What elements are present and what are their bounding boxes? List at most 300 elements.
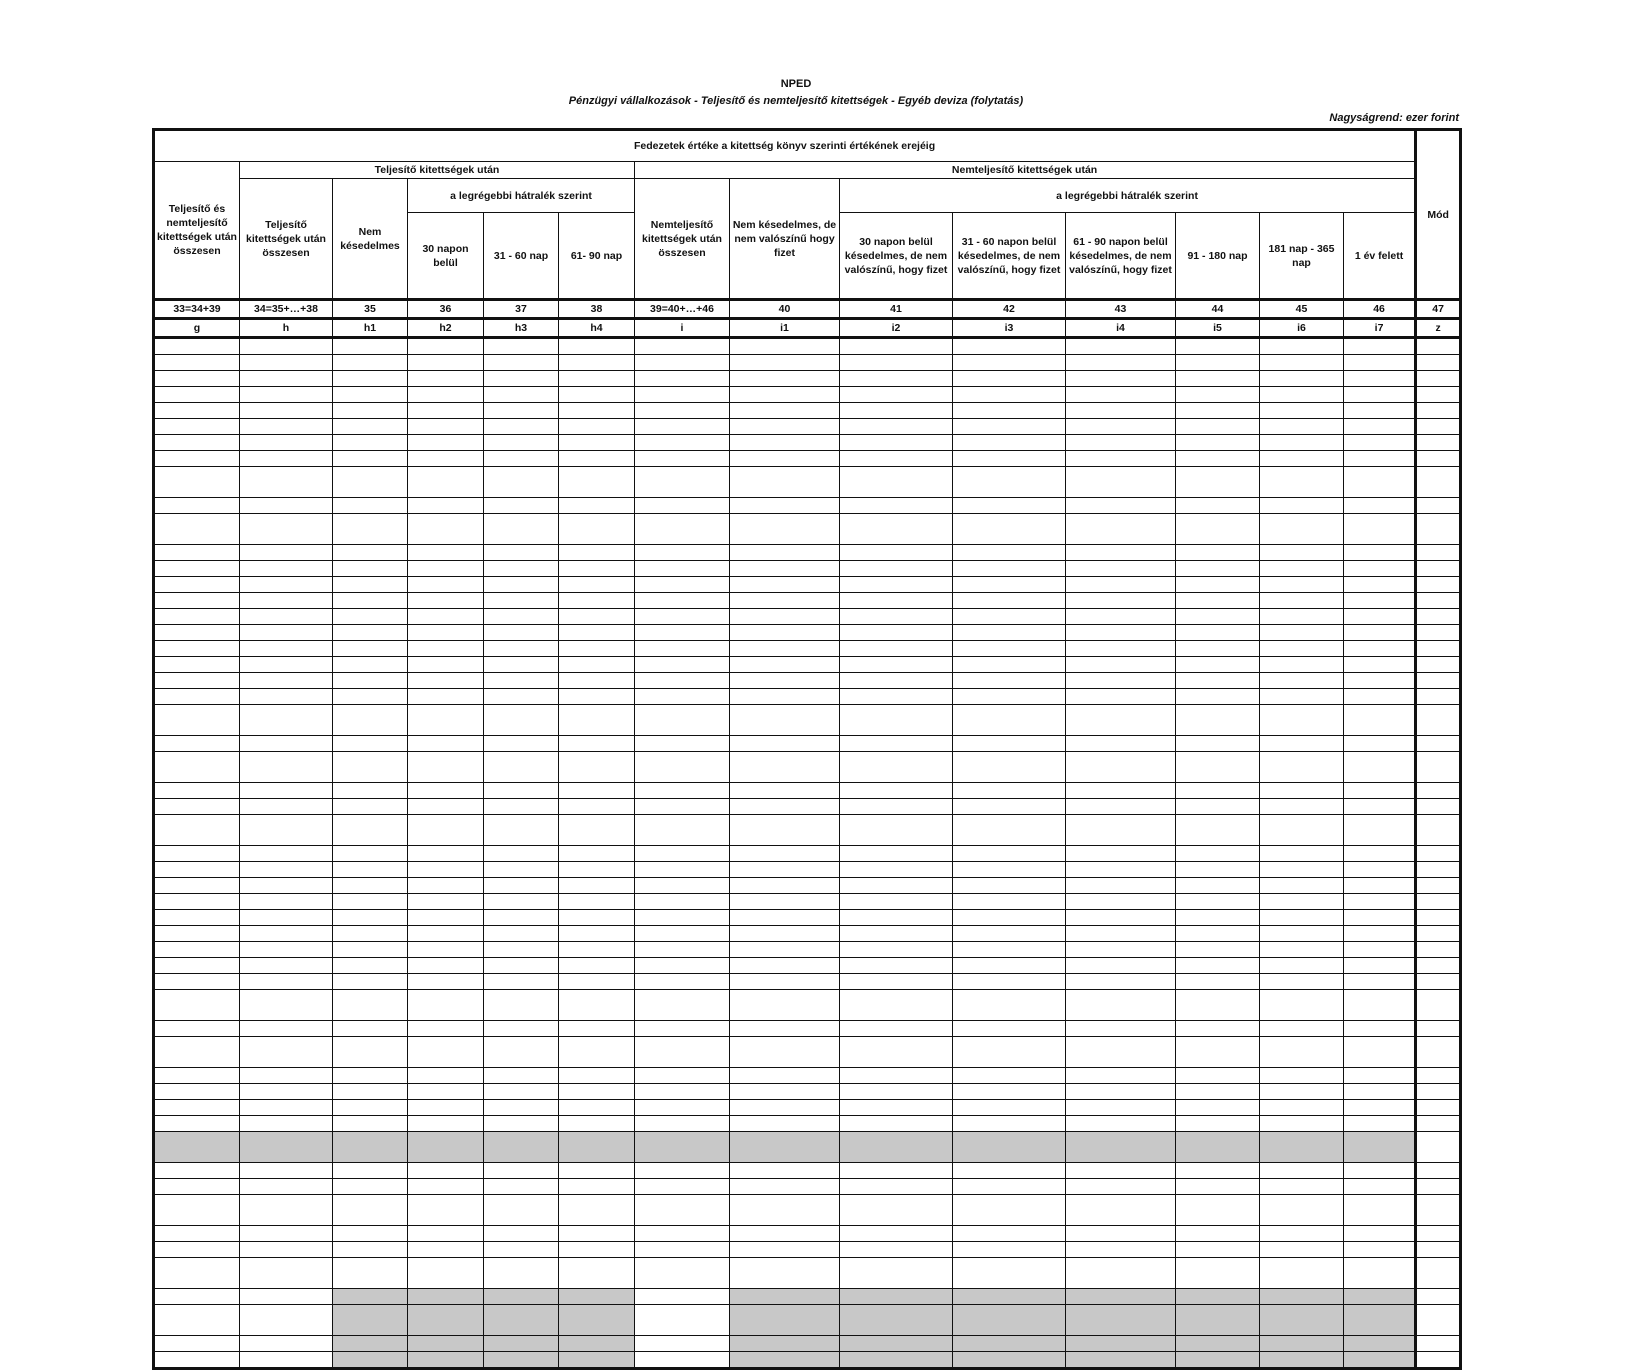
table-cell[interactable] (484, 338, 559, 355)
table-cell[interactable] (635, 926, 730, 942)
table-cell[interactable] (333, 1195, 408, 1226)
table-cell[interactable] (408, 1100, 484, 1116)
table-cell[interactable] (1344, 625, 1416, 641)
table-cell[interactable] (635, 451, 730, 467)
table-cell[interactable] (1066, 783, 1176, 799)
table-cell[interactable] (408, 1336, 484, 1352)
table-cell[interactable] (559, 1068, 635, 1084)
table-cell[interactable] (1344, 673, 1416, 689)
table-cell[interactable] (240, 689, 333, 705)
table-cell[interactable] (559, 926, 635, 942)
table-cell[interactable] (1344, 1163, 1416, 1179)
table-cell[interactable] (154, 1242, 240, 1258)
table-cell[interactable] (408, 435, 484, 451)
table-cell[interactable] (154, 1289, 240, 1305)
table-cell[interactable] (953, 1163, 1066, 1179)
table-cell[interactable] (1066, 1084, 1176, 1100)
table-cell[interactable] (635, 1163, 730, 1179)
table-cell[interactable] (333, 894, 408, 910)
table-cell[interactable] (559, 799, 635, 815)
table-cell[interactable] (1066, 1037, 1176, 1068)
table-cell[interactable] (484, 878, 559, 894)
table-cell[interactable] (559, 1305, 635, 1336)
table-cell[interactable] (559, 1084, 635, 1100)
table-cell[interactable] (154, 878, 240, 894)
table-cell[interactable] (840, 1163, 953, 1179)
table-cell[interactable] (154, 846, 240, 862)
table-cell[interactable] (484, 910, 559, 926)
table-cell[interactable] (1176, 1242, 1260, 1258)
table-cell[interactable] (1176, 1021, 1260, 1037)
table-cell[interactable] (1176, 1336, 1260, 1352)
table-cell[interactable] (240, 371, 333, 387)
table-cell[interactable] (154, 1084, 240, 1100)
table-cell[interactable] (240, 1021, 333, 1037)
table-cell[interactable] (1416, 1116, 1461, 1132)
table-cell[interactable] (730, 815, 840, 846)
table-cell[interactable] (240, 1100, 333, 1116)
table-cell[interactable] (635, 1100, 730, 1116)
table-cell[interactable] (635, 593, 730, 609)
table-cell[interactable] (1066, 990, 1176, 1021)
table-cell[interactable] (1260, 435, 1344, 451)
table-cell[interactable] (730, 878, 840, 894)
table-cell[interactable] (1416, 689, 1461, 705)
table-cell[interactable] (1344, 1084, 1416, 1100)
table-cell[interactable] (953, 435, 1066, 451)
table-cell[interactable] (1066, 641, 1176, 657)
table-cell[interactable] (1416, 846, 1461, 862)
table-cell[interactable] (154, 419, 240, 435)
table-cell[interactable] (1416, 1068, 1461, 1084)
table-cell[interactable] (635, 815, 730, 846)
table-cell[interactable] (1066, 1195, 1176, 1226)
table-cell[interactable] (1176, 1084, 1260, 1100)
table-cell[interactable] (1260, 1100, 1344, 1116)
table-cell[interactable] (1260, 910, 1344, 926)
table-cell[interactable] (559, 514, 635, 545)
table-cell[interactable] (240, 1116, 333, 1132)
table-cell[interactable] (408, 403, 484, 419)
table-cell[interactable] (1066, 1100, 1176, 1116)
table-cell[interactable] (1260, 846, 1344, 862)
table-cell[interactable] (484, 1242, 559, 1258)
table-cell[interactable] (240, 1195, 333, 1226)
table-cell[interactable] (1344, 799, 1416, 815)
table-cell[interactable] (1176, 371, 1260, 387)
table-cell[interactable] (635, 990, 730, 1021)
table-cell[interactable] (1176, 1163, 1260, 1179)
table-cell[interactable] (1176, 689, 1260, 705)
table-cell[interactable] (635, 498, 730, 514)
table-cell[interactable] (484, 1021, 559, 1037)
table-cell[interactable] (840, 1242, 953, 1258)
table-cell[interactable] (240, 878, 333, 894)
table-cell[interactable] (1260, 545, 1344, 561)
table-cell[interactable] (333, 641, 408, 657)
table-cell[interactable] (953, 545, 1066, 561)
table-cell[interactable] (635, 752, 730, 783)
table-cell[interactable] (559, 705, 635, 736)
table-cell[interactable] (559, 625, 635, 641)
table-cell[interactable] (1344, 752, 1416, 783)
table-cell[interactable] (1066, 862, 1176, 878)
table-cell[interactable] (953, 1242, 1066, 1258)
table-cell[interactable] (240, 673, 333, 689)
table-cell[interactable] (1066, 926, 1176, 942)
table-cell[interactable] (484, 1037, 559, 1068)
table-cell[interactable] (840, 974, 953, 990)
table-cell[interactable] (240, 577, 333, 593)
table-cell[interactable] (1344, 1289, 1416, 1305)
table-cell[interactable] (484, 942, 559, 958)
table-cell[interactable] (484, 498, 559, 514)
table-cell[interactable] (240, 990, 333, 1021)
table-cell[interactable] (1344, 338, 1416, 355)
table-cell[interactable] (1176, 1226, 1260, 1242)
table-cell[interactable] (559, 1336, 635, 1352)
table-cell[interactable] (154, 1226, 240, 1242)
table-cell[interactable] (730, 338, 840, 355)
table-cell[interactable] (408, 641, 484, 657)
table-cell[interactable] (1260, 467, 1344, 498)
table-cell[interactable] (484, 435, 559, 451)
table-cell[interactable] (1176, 926, 1260, 942)
table-cell[interactable] (840, 593, 953, 609)
table-cell[interactable] (559, 371, 635, 387)
table-cell[interactable] (635, 625, 730, 641)
table-cell[interactable] (1416, 1084, 1461, 1100)
table-cell[interactable] (1176, 1132, 1260, 1163)
table-cell[interactable] (635, 641, 730, 657)
table-cell[interactable] (240, 1132, 333, 1163)
table-cell[interactable] (730, 673, 840, 689)
table-cell[interactable] (730, 910, 840, 926)
table-cell[interactable] (1344, 974, 1416, 990)
table-cell[interactable] (154, 467, 240, 498)
table-cell[interactable] (730, 1116, 840, 1132)
table-cell[interactable] (1260, 1068, 1344, 1084)
table-cell[interactable] (484, 799, 559, 815)
table-cell[interactable] (953, 1037, 1066, 1068)
table-cell[interactable] (953, 689, 1066, 705)
table-cell[interactable] (1344, 1305, 1416, 1336)
table-cell[interactable] (1176, 990, 1260, 1021)
table-cell[interactable] (1260, 1336, 1344, 1352)
table-cell[interactable] (635, 783, 730, 799)
table-cell[interactable] (1344, 467, 1416, 498)
table-cell[interactable] (635, 1352, 730, 1369)
table-cell[interactable] (1176, 846, 1260, 862)
table-cell[interactable] (840, 1084, 953, 1100)
table-cell[interactable] (840, 1116, 953, 1132)
table-cell[interactable] (840, 435, 953, 451)
table-cell[interactable] (730, 736, 840, 752)
table-cell[interactable] (730, 545, 840, 561)
table-cell[interactable] (1416, 657, 1461, 673)
table-cell[interactable] (730, 641, 840, 657)
table-cell[interactable] (333, 815, 408, 846)
table-cell[interactable] (730, 1163, 840, 1179)
table-cell[interactable] (1066, 673, 1176, 689)
table-cell[interactable] (1260, 1258, 1344, 1289)
table-cell[interactable] (333, 1179, 408, 1195)
table-cell[interactable] (333, 338, 408, 355)
table-cell[interactable] (953, 1195, 1066, 1226)
table-cell[interactable] (1416, 387, 1461, 403)
table-cell[interactable] (953, 910, 1066, 926)
table-cell[interactable] (154, 1195, 240, 1226)
table-cell[interactable] (1260, 338, 1344, 355)
table-cell[interactable] (408, 1352, 484, 1369)
table-cell[interactable] (1260, 609, 1344, 625)
table-cell[interactable] (1260, 894, 1344, 910)
table-cell[interactable] (240, 736, 333, 752)
table-cell[interactable] (1416, 498, 1461, 514)
table-cell[interactable] (635, 1242, 730, 1258)
table-cell[interactable] (408, 990, 484, 1021)
table-cell[interactable] (1416, 958, 1461, 974)
table-cell[interactable] (333, 783, 408, 799)
table-cell[interactable] (635, 1226, 730, 1242)
table-cell[interactable] (1176, 1179, 1260, 1195)
table-cell[interactable] (1416, 799, 1461, 815)
table-cell[interactable] (333, 974, 408, 990)
table-cell[interactable] (730, 609, 840, 625)
table-cell[interactable] (333, 514, 408, 545)
table-cell[interactable] (484, 625, 559, 641)
table-cell[interactable] (154, 403, 240, 419)
table-cell[interactable] (840, 451, 953, 467)
table-cell[interactable] (1176, 657, 1260, 673)
table-cell[interactable] (1176, 1068, 1260, 1084)
table-cell[interactable] (840, 609, 953, 625)
table-cell[interactable] (240, 498, 333, 514)
table-cell[interactable] (1176, 673, 1260, 689)
table-cell[interactable] (240, 752, 333, 783)
table-cell[interactable] (1066, 910, 1176, 926)
table-cell[interactable] (730, 1336, 840, 1352)
table-cell[interactable] (953, 958, 1066, 974)
table-cell[interactable] (1176, 1195, 1260, 1226)
table-cell[interactable] (953, 1305, 1066, 1336)
table-cell[interactable] (333, 799, 408, 815)
table-cell[interactable] (408, 1132, 484, 1163)
table-cell[interactable] (154, 545, 240, 561)
table-cell[interactable] (1344, 1258, 1416, 1289)
table-cell[interactable] (635, 1068, 730, 1084)
table-cell[interactable] (1066, 403, 1176, 419)
table-cell[interactable] (953, 1289, 1066, 1305)
table-cell[interactable] (730, 799, 840, 815)
table-cell[interactable] (953, 1116, 1066, 1132)
table-cell[interactable] (840, 355, 953, 371)
table-cell[interactable] (953, 736, 1066, 752)
table-cell[interactable] (1344, 403, 1416, 419)
table-cell[interactable] (408, 1242, 484, 1258)
table-cell[interactable] (730, 974, 840, 990)
table-cell[interactable] (408, 1163, 484, 1179)
table-cell[interactable] (408, 545, 484, 561)
table-cell[interactable] (408, 338, 484, 355)
table-cell[interactable] (840, 862, 953, 878)
table-cell[interactable] (154, 752, 240, 783)
table-cell[interactable] (1066, 846, 1176, 862)
table-cell[interactable] (408, 371, 484, 387)
table-cell[interactable] (953, 1084, 1066, 1100)
table-cell[interactable] (1066, 338, 1176, 355)
table-cell[interactable] (154, 1179, 240, 1195)
table-cell[interactable] (635, 657, 730, 673)
table-cell[interactable] (333, 1336, 408, 1352)
table-cell[interactable] (635, 958, 730, 974)
table-cell[interactable] (1176, 387, 1260, 403)
table-cell[interactable] (953, 419, 1066, 435)
table-cell[interactable] (1344, 1195, 1416, 1226)
table-cell[interactable] (559, 990, 635, 1021)
table-cell[interactable] (730, 1242, 840, 1258)
table-cell[interactable] (1066, 689, 1176, 705)
table-cell[interactable] (484, 371, 559, 387)
table-cell[interactable] (1066, 799, 1176, 815)
table-cell[interactable] (333, 1116, 408, 1132)
table-cell[interactable] (333, 593, 408, 609)
table-cell[interactable] (333, 1289, 408, 1305)
table-cell[interactable] (154, 1336, 240, 1352)
table-cell[interactable] (240, 514, 333, 545)
table-cell[interactable] (333, 1037, 408, 1068)
table-cell[interactable] (559, 1179, 635, 1195)
table-cell[interactable] (1416, 705, 1461, 736)
table-cell[interactable] (635, 1179, 730, 1195)
table-cell[interactable] (408, 498, 484, 514)
table-cell[interactable] (154, 1021, 240, 1037)
table-cell[interactable] (635, 799, 730, 815)
table-cell[interactable] (1260, 355, 1344, 371)
table-cell[interactable] (408, 862, 484, 878)
table-cell[interactable] (1260, 641, 1344, 657)
table-cell[interactable] (408, 1258, 484, 1289)
table-cell[interactable] (730, 451, 840, 467)
table-cell[interactable] (154, 609, 240, 625)
table-cell[interactable] (484, 974, 559, 990)
table-cell[interactable] (1260, 926, 1344, 942)
table-cell[interactable] (1066, 387, 1176, 403)
table-cell[interactable] (240, 1336, 333, 1352)
table-cell[interactable] (1260, 673, 1344, 689)
table-cell[interactable] (840, 1132, 953, 1163)
table-cell[interactable] (1066, 958, 1176, 974)
table-cell[interactable] (840, 958, 953, 974)
table-cell[interactable] (559, 435, 635, 451)
table-cell[interactable] (408, 942, 484, 958)
table-cell[interactable] (730, 894, 840, 910)
table-cell[interactable] (730, 1305, 840, 1336)
table-cell[interactable] (1260, 577, 1344, 593)
table-cell[interactable] (1344, 609, 1416, 625)
table-cell[interactable] (840, 657, 953, 673)
table-cell[interactable] (408, 705, 484, 736)
table-cell[interactable] (408, 1195, 484, 1226)
table-cell[interactable] (1260, 1179, 1344, 1195)
table-cell[interactable] (1344, 783, 1416, 799)
table-cell[interactable] (154, 783, 240, 799)
table-cell[interactable] (484, 689, 559, 705)
table-cell[interactable] (1176, 498, 1260, 514)
table-cell[interactable] (1344, 878, 1416, 894)
table-cell[interactable] (840, 1352, 953, 1369)
table-cell[interactable] (1066, 1116, 1176, 1132)
table-cell[interactable] (1066, 498, 1176, 514)
table-cell[interactable] (154, 355, 240, 371)
table-cell[interactable] (1416, 752, 1461, 783)
table-cell[interactable] (730, 514, 840, 545)
table-cell[interactable] (840, 673, 953, 689)
table-cell[interactable] (154, 625, 240, 641)
table-cell[interactable] (154, 910, 240, 926)
table-cell[interactable] (1176, 545, 1260, 561)
table-cell[interactable] (559, 1163, 635, 1179)
table-cell[interactable] (559, 1242, 635, 1258)
table-cell[interactable] (408, 1068, 484, 1084)
table-cell[interactable] (408, 878, 484, 894)
table-cell[interactable] (484, 387, 559, 403)
table-cell[interactable] (154, 387, 240, 403)
table-cell[interactable] (333, 958, 408, 974)
table-cell[interactable] (1260, 593, 1344, 609)
table-cell[interactable] (240, 974, 333, 990)
table-cell[interactable] (1066, 1179, 1176, 1195)
table-cell[interactable] (730, 1021, 840, 1037)
table-cell[interactable] (1176, 736, 1260, 752)
table-cell[interactable] (635, 942, 730, 958)
table-cell[interactable] (484, 514, 559, 545)
table-cell[interactable] (953, 705, 1066, 736)
table-cell[interactable] (1416, 577, 1461, 593)
table-cell[interactable] (333, 419, 408, 435)
table-cell[interactable] (1260, 799, 1344, 815)
table-cell[interactable] (730, 387, 840, 403)
table-cell[interactable] (1416, 1132, 1461, 1163)
table-cell[interactable] (635, 1037, 730, 1068)
table-cell[interactable] (1416, 1258, 1461, 1289)
table-cell[interactable] (840, 1179, 953, 1195)
table-cell[interactable] (1176, 338, 1260, 355)
table-cell[interactable] (840, 846, 953, 862)
table-cell[interactable] (1416, 942, 1461, 958)
table-cell[interactable] (1416, 862, 1461, 878)
table-cell[interactable] (1260, 1305, 1344, 1336)
table-cell[interactable] (730, 625, 840, 641)
table-cell[interactable] (559, 1021, 635, 1037)
table-cell[interactable] (1344, 1179, 1416, 1195)
table-cell[interactable] (635, 467, 730, 498)
table-cell[interactable] (1260, 942, 1344, 958)
table-cell[interactable] (559, 577, 635, 593)
table-cell[interactable] (484, 593, 559, 609)
table-cell[interactable] (240, 1179, 333, 1195)
table-cell[interactable] (154, 926, 240, 942)
table-cell[interactable] (635, 338, 730, 355)
table-cell[interactable] (154, 1258, 240, 1289)
table-cell[interactable] (408, 1305, 484, 1336)
table-cell[interactable] (635, 403, 730, 419)
table-cell[interactable] (484, 1132, 559, 1163)
table-cell[interactable] (953, 1132, 1066, 1163)
table-cell[interactable] (1176, 862, 1260, 878)
table-cell[interactable] (1260, 1226, 1344, 1242)
table-cell[interactable] (840, 561, 953, 577)
